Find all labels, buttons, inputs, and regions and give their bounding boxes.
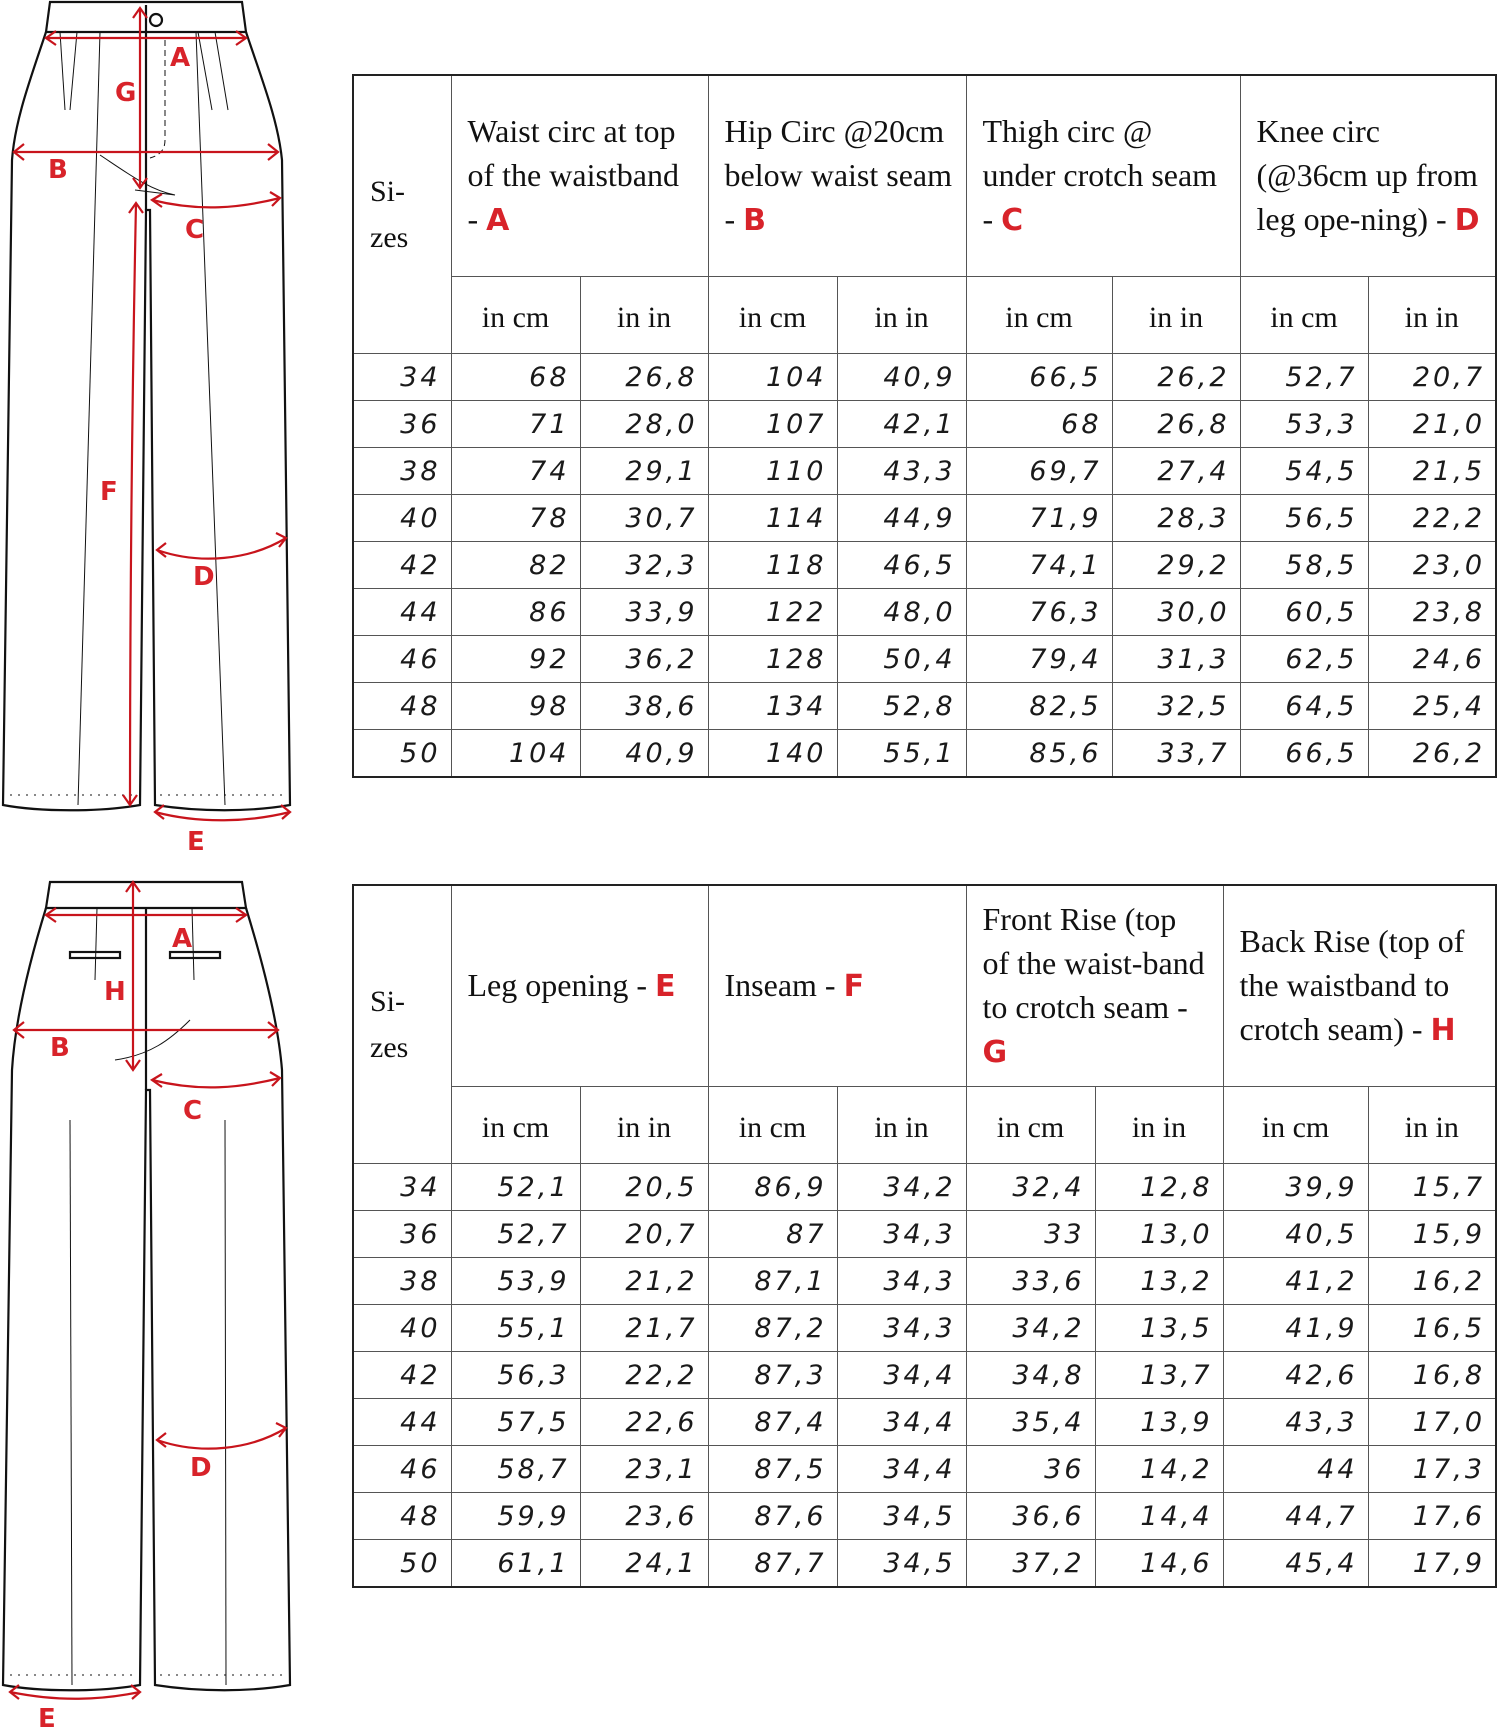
value-in-cell: 20,5 xyxy=(580,1164,708,1211)
sizes-header: Si- zes xyxy=(353,75,451,354)
value-cm-cell: 79,4 xyxy=(966,636,1112,683)
table-row xyxy=(353,1399,1496,1446)
value-cm-cell: 34,2 xyxy=(966,1305,1095,1352)
unit-cm: in cm xyxy=(966,1087,1095,1164)
value-in-cell: 55,1 xyxy=(837,730,966,778)
value-in-cell: 34,3 xyxy=(837,1258,966,1305)
value-in-cell: 34,3 xyxy=(837,1211,966,1258)
marker-label-a: A xyxy=(172,924,193,954)
size-cell: 40 xyxy=(353,1305,451,1352)
table-header-row xyxy=(353,885,1496,1087)
value-in-cell: 43,3 xyxy=(837,448,966,495)
table-row xyxy=(353,495,1496,542)
table-row xyxy=(353,401,1496,448)
value-cm-cell: 140 xyxy=(708,730,837,778)
size-cell: 36 xyxy=(353,401,451,448)
value-cm-cell: 76,3 xyxy=(966,589,1112,636)
value-in-cell: 17,3 xyxy=(1368,1446,1496,1493)
back-trousers-diagram xyxy=(0,870,310,1728)
value-cm-cell: 71,9 xyxy=(966,495,1112,542)
value-cm-cell: 55,1 xyxy=(451,1305,580,1352)
value-in-cell: 27,4 xyxy=(1112,448,1240,495)
value-in-cell: 16,5 xyxy=(1368,1305,1496,1352)
value-in-cell: 26,8 xyxy=(1112,401,1240,448)
unit-cm: in cm xyxy=(708,277,837,354)
value-in-cell: 36,2 xyxy=(580,636,708,683)
value-in-cell: 26,2 xyxy=(1368,730,1496,778)
value-cm-cell: 59,9 xyxy=(451,1493,580,1540)
value-cm-cell: 66,5 xyxy=(966,354,1112,401)
value-cm-cell: 110 xyxy=(708,448,837,495)
value-cm-cell: 87,7 xyxy=(708,1540,837,1588)
marker-label-c: C xyxy=(185,215,205,245)
column-header-inseam: Inseam - F xyxy=(708,885,966,1087)
value-cm-cell: 57,5 xyxy=(451,1399,580,1446)
value-in-cell: 12,8 xyxy=(1095,1164,1223,1211)
table-row xyxy=(353,589,1496,636)
value-in-cell: 38,6 xyxy=(580,683,708,730)
value-in-cell: 25,4 xyxy=(1368,683,1496,730)
unit-cm: in cm xyxy=(1223,1087,1368,1164)
value-in-cell: 34,5 xyxy=(837,1540,966,1588)
value-cm-cell: 41,2 xyxy=(1223,1258,1368,1305)
value-in-cell: 24,1 xyxy=(580,1540,708,1588)
value-cm-cell: 128 xyxy=(708,636,837,683)
table-row xyxy=(353,1446,1496,1493)
value-cm-cell: 64,5 xyxy=(1240,683,1368,730)
value-in-cell: 34,5 xyxy=(837,1493,966,1540)
marker-label-g: G xyxy=(115,78,137,108)
unit-in: in in xyxy=(1368,277,1496,354)
value-cm-cell: 98 xyxy=(451,683,580,730)
value-in-cell: 40,9 xyxy=(837,354,966,401)
column-header-thigh: Thigh circ @ under crotch seam - C xyxy=(966,75,1240,277)
value-cm-cell: 41,9 xyxy=(1223,1305,1368,1352)
value-cm-cell: 87,4 xyxy=(708,1399,837,1446)
value-in-cell: 13,9 xyxy=(1095,1399,1223,1446)
unit-cm: in cm xyxy=(451,1087,580,1164)
value-in-cell: 15,7 xyxy=(1368,1164,1496,1211)
value-cm-cell: 74 xyxy=(451,448,580,495)
value-cm-cell: 82,5 xyxy=(966,683,1112,730)
value-cm-cell: 104 xyxy=(451,730,580,778)
value-cm-cell: 39,9 xyxy=(1223,1164,1368,1211)
value-cm-cell: 42,6 xyxy=(1223,1352,1368,1399)
value-in-cell: 17,0 xyxy=(1368,1399,1496,1446)
value-in-cell: 34,4 xyxy=(837,1446,966,1493)
value-in-cell: 23,8 xyxy=(1368,589,1496,636)
size-cell: 36 xyxy=(353,1211,451,1258)
value-in-cell: 44,9 xyxy=(837,495,966,542)
value-cm-cell: 36 xyxy=(966,1446,1095,1493)
table-row xyxy=(353,1211,1496,1258)
value-cm-cell: 56,5 xyxy=(1240,495,1368,542)
value-cm-cell: 44 xyxy=(1223,1446,1368,1493)
value-in-cell: 23,6 xyxy=(580,1493,708,1540)
value-cm-cell: 68 xyxy=(966,401,1112,448)
unit-cm: in cm xyxy=(451,277,580,354)
value-cm-cell: 87 xyxy=(708,1211,837,1258)
value-cm-cell: 36,6 xyxy=(966,1493,1095,1540)
value-in-cell: 15,9 xyxy=(1368,1211,1496,1258)
value-cm-cell: 87,6 xyxy=(708,1493,837,1540)
value-in-cell: 32,3 xyxy=(580,542,708,589)
value-in-cell: 14,6 xyxy=(1095,1540,1223,1588)
value-cm-cell: 58,7 xyxy=(451,1446,580,1493)
unit-cm: in cm xyxy=(708,1087,837,1164)
table-row xyxy=(353,730,1496,778)
unit-in: in in xyxy=(1095,1087,1223,1164)
value-cm-cell: 114 xyxy=(708,495,837,542)
table-row xyxy=(353,1164,1496,1211)
value-in-cell: 46,5 xyxy=(837,542,966,589)
value-in-cell: 23,1 xyxy=(580,1446,708,1493)
unit-in: in in xyxy=(580,277,708,354)
table-row xyxy=(353,1258,1496,1305)
value-cm-cell: 85,6 xyxy=(966,730,1112,778)
value-cm-cell: 45,4 xyxy=(1223,1540,1368,1588)
unit-in: in in xyxy=(837,277,966,354)
size-cell: 48 xyxy=(353,1493,451,1540)
size-cell: 42 xyxy=(353,542,451,589)
value-in-cell: 28,0 xyxy=(580,401,708,448)
size-cell: 44 xyxy=(353,589,451,636)
value-cm-cell: 58,5 xyxy=(1240,542,1368,589)
unit-in: in in xyxy=(837,1087,966,1164)
table-row xyxy=(353,636,1496,683)
value-in-cell: 20,7 xyxy=(580,1211,708,1258)
value-cm-cell: 43,3 xyxy=(1223,1399,1368,1446)
table-row xyxy=(353,1305,1496,1352)
value-in-cell: 21,2 xyxy=(580,1258,708,1305)
value-in-cell: 22,2 xyxy=(580,1352,708,1399)
column-header-knee: Knee circ (@36cm up from leg ope-ning) - D xyxy=(1240,75,1496,277)
unit-cm: in cm xyxy=(966,277,1112,354)
value-cm-cell: 40,5 xyxy=(1223,1211,1368,1258)
value-in-cell: 24,6 xyxy=(1368,636,1496,683)
value-cm-cell: 87,3 xyxy=(708,1352,837,1399)
value-cm-cell: 52,7 xyxy=(1240,354,1368,401)
marker-label-e: E xyxy=(38,1704,56,1728)
value-in-cell: 14,4 xyxy=(1095,1493,1223,1540)
value-in-cell: 13,5 xyxy=(1095,1305,1223,1352)
value-cm-cell: 74,1 xyxy=(966,542,1112,589)
size-cell: 42 xyxy=(353,1352,451,1399)
value-cm-cell: 118 xyxy=(708,542,837,589)
value-cm-cell: 87,1 xyxy=(708,1258,837,1305)
value-in-cell: 21,5 xyxy=(1368,448,1496,495)
value-in-cell: 50,4 xyxy=(837,636,966,683)
unit-row xyxy=(353,277,1496,354)
value-cm-cell: 104 xyxy=(708,354,837,401)
marker-label-d: D xyxy=(193,562,215,592)
value-cm-cell: 71 xyxy=(451,401,580,448)
column-header-front-rise: Front Rise (top of the waist-band to crotch seam - G xyxy=(966,885,1223,1087)
table-row xyxy=(353,542,1496,589)
unit-in: in in xyxy=(1112,277,1240,354)
table-row xyxy=(353,1540,1496,1588)
value-in-cell: 16,8 xyxy=(1368,1352,1496,1399)
table-row xyxy=(353,448,1496,495)
size-cell: 34 xyxy=(353,354,451,401)
value-cm-cell: 37,2 xyxy=(966,1540,1095,1588)
value-in-cell: 33,7 xyxy=(1112,730,1240,778)
value-cm-cell: 52,7 xyxy=(451,1211,580,1258)
value-in-cell: 21,7 xyxy=(580,1305,708,1352)
value-in-cell: 23,0 xyxy=(1368,542,1496,589)
marker-label-c: C xyxy=(183,1096,203,1126)
value-in-cell: 26,2 xyxy=(1112,354,1240,401)
value-in-cell: 16,2 xyxy=(1368,1258,1496,1305)
value-cm-cell: 92 xyxy=(451,636,580,683)
column-header-back-rise: Back Rise (top of the waistband to crotch seam) - H xyxy=(1223,885,1496,1087)
size-cell: 44 xyxy=(353,1399,451,1446)
value-cm-cell: 53,9 xyxy=(451,1258,580,1305)
unit-row xyxy=(353,1087,1496,1164)
value-in-cell: 30,7 xyxy=(580,495,708,542)
value-in-cell: 26,8 xyxy=(580,354,708,401)
value-cm-cell: 78 xyxy=(451,495,580,542)
value-cm-cell: 53,3 xyxy=(1240,401,1368,448)
value-cm-cell: 52,1 xyxy=(451,1164,580,1211)
value-in-cell: 32,5 xyxy=(1112,683,1240,730)
value-cm-cell: 35,4 xyxy=(966,1399,1095,1446)
value-in-cell: 13,7 xyxy=(1095,1352,1223,1399)
value-in-cell: 33,9 xyxy=(580,589,708,636)
value-cm-cell: 62,5 xyxy=(1240,636,1368,683)
value-cm-cell: 32,4 xyxy=(966,1164,1095,1211)
unit-in: in in xyxy=(1368,1087,1496,1164)
value-in-cell: 31,3 xyxy=(1112,636,1240,683)
front-trousers-diagram xyxy=(0,0,310,860)
unit-cm: in cm xyxy=(1240,277,1368,354)
marker-label-b: B xyxy=(50,1033,70,1063)
size-cell: 34 xyxy=(353,1164,451,1211)
column-header-hip: Hip Circ @20cm below waist seam - B xyxy=(708,75,966,277)
value-cm-cell: 107 xyxy=(708,401,837,448)
value-cm-cell: 122 xyxy=(708,589,837,636)
value-in-cell: 34,4 xyxy=(837,1399,966,1446)
value-in-cell: 13,0 xyxy=(1095,1211,1223,1258)
table-row xyxy=(353,1493,1496,1540)
column-header-waist: Waist circ at top of the waistband - A xyxy=(451,75,708,277)
value-in-cell: 13,2 xyxy=(1095,1258,1223,1305)
value-cm-cell: 33,6 xyxy=(966,1258,1095,1305)
value-in-cell: 30,0 xyxy=(1112,589,1240,636)
table-row xyxy=(353,1352,1496,1399)
marker-label-d: D xyxy=(190,1453,212,1483)
value-in-cell: 28,3 xyxy=(1112,495,1240,542)
value-in-cell: 22,6 xyxy=(580,1399,708,1446)
value-cm-cell: 56,3 xyxy=(451,1352,580,1399)
size-cell: 46 xyxy=(353,1446,451,1493)
unit-in: in in xyxy=(580,1087,708,1164)
value-cm-cell: 44,7 xyxy=(1223,1493,1368,1540)
value-cm-cell: 34,8 xyxy=(966,1352,1095,1399)
size-cell: 46 xyxy=(353,636,451,683)
value-in-cell: 34,4 xyxy=(837,1352,966,1399)
value-in-cell: 22,2 xyxy=(1368,495,1496,542)
value-cm-cell: 82 xyxy=(451,542,580,589)
value-cm-cell: 87,2 xyxy=(708,1305,837,1352)
table-header-row xyxy=(353,75,1496,277)
value-in-cell: 17,9 xyxy=(1368,1540,1496,1588)
marker-label-b: B xyxy=(48,155,68,185)
size-table-front-measurements xyxy=(352,74,1497,778)
column-header-leg-opening: Leg opening - E xyxy=(451,885,708,1087)
marker-label-h: H xyxy=(104,977,126,1007)
size-cell: 38 xyxy=(353,448,451,495)
size-cell: 48 xyxy=(353,683,451,730)
value-cm-cell: 86,9 xyxy=(708,1164,837,1211)
table-row xyxy=(353,354,1496,401)
value-in-cell: 17,6 xyxy=(1368,1493,1496,1540)
size-cell: 50 xyxy=(353,1540,451,1588)
marker-label-e: E xyxy=(187,827,205,857)
size-cell: 50 xyxy=(353,730,451,778)
table-row xyxy=(353,683,1496,730)
value-cm-cell: 66,5 xyxy=(1240,730,1368,778)
sizes-header: Si- zes xyxy=(353,885,451,1164)
value-in-cell: 40,9 xyxy=(580,730,708,778)
value-cm-cell: 60,5 xyxy=(1240,589,1368,636)
size-cell: 38 xyxy=(353,1258,451,1305)
marker-label-f: F xyxy=(100,477,118,507)
value-cm-cell: 68 xyxy=(451,354,580,401)
value-cm-cell: 86 xyxy=(451,589,580,636)
marker-label-a: A xyxy=(170,43,191,73)
value-cm-cell: 54,5 xyxy=(1240,448,1368,495)
size-cell: 40 xyxy=(353,495,451,542)
value-in-cell: 34,2 xyxy=(837,1164,966,1211)
value-cm-cell: 69,7 xyxy=(966,448,1112,495)
size-table-length-measurements xyxy=(352,884,1497,1588)
value-in-cell: 21,0 xyxy=(1368,401,1496,448)
value-cm-cell: 87,5 xyxy=(708,1446,837,1493)
value-in-cell: 14,2 xyxy=(1095,1446,1223,1493)
value-in-cell: 29,2 xyxy=(1112,542,1240,589)
value-in-cell: 34,3 xyxy=(837,1305,966,1352)
value-cm-cell: 61,1 xyxy=(451,1540,580,1588)
value-in-cell: 20,7 xyxy=(1368,354,1496,401)
value-cm-cell: 33 xyxy=(966,1211,1095,1258)
value-in-cell: 48,0 xyxy=(837,589,966,636)
value-in-cell: 52,8 xyxy=(837,683,966,730)
value-cm-cell: 134 xyxy=(708,683,837,730)
value-in-cell: 29,1 xyxy=(580,448,708,495)
value-in-cell: 42,1 xyxy=(837,401,966,448)
